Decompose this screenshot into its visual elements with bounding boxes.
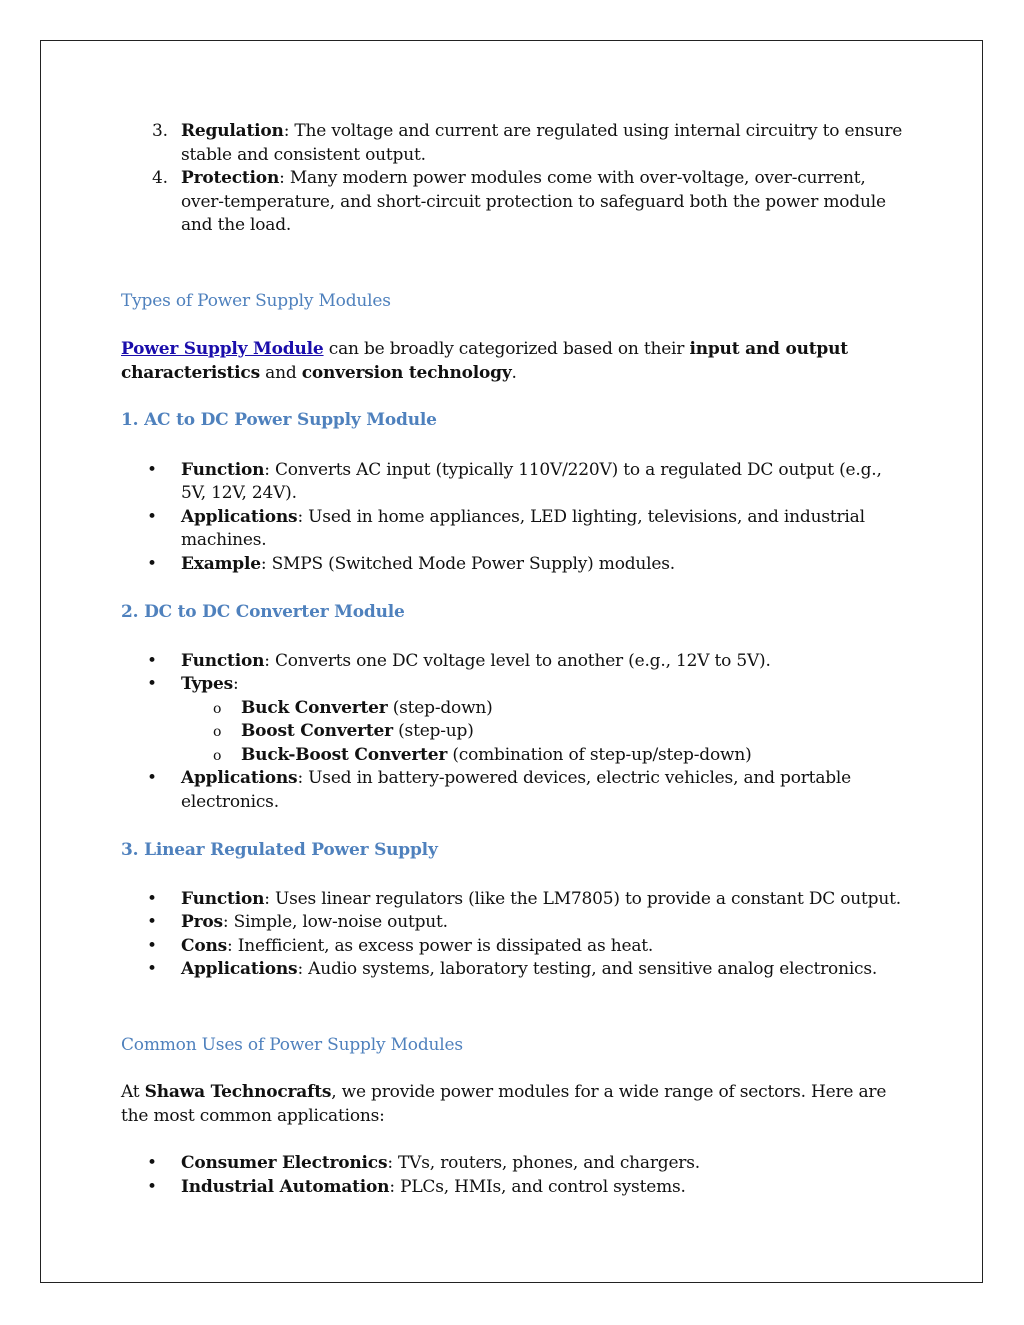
list-item (121, 958, 911, 982)
item-number: 3. (152, 121, 168, 141)
item-term: Applications (181, 959, 298, 979)
intro-text: can be broadly categorized based on their (323, 339, 690, 359)
item-term: Buck Converter (241, 697, 388, 718)
item-text: : SMPS (Switched Mode Power Supply) modules. (260, 553, 676, 574)
document-content (121, 120, 911, 1199)
uses-list (121, 1152, 911, 1199)
numbered-list (121, 120, 911, 238)
item-term: Function (181, 888, 265, 909)
item-text: : Simple, low-noise output. (222, 912, 448, 932)
item-text: (step-up) (392, 721, 474, 741)
item-text: : Converts AC input (typically 110V/220V) to a regulated DC output (e.g., 5V, 12V, 24V). (181, 459, 882, 503)
list-item (121, 120, 911, 167)
section-2-list-continued (121, 767, 911, 814)
circle-bullet-icon: o (213, 700, 222, 717)
item-text: : The voltage and current are regulated using internal circuitry to ensure stable and consistent output. (181, 121, 903, 165)
item-text: : Inefficient, as excess power is dissipated as heat. (227, 935, 654, 956)
section-3-list (121, 888, 911, 982)
bullet-icon: • (147, 888, 157, 909)
types-heading: Types of Power Supply Modules (121, 290, 391, 311)
uses-intro-paragraph (121, 1081, 911, 1128)
bullet-icon: • (147, 459, 157, 480)
item-term: Regulation (181, 121, 284, 141)
bullet-icon: • (147, 553, 157, 574)
item-term: Applications (181, 768, 298, 788)
item-term: Applications (181, 506, 298, 527)
list-item (121, 1176, 911, 1200)
item-term: Example (181, 553, 261, 574)
list-item (121, 935, 911, 959)
item-term: Function (181, 459, 265, 480)
item-term: Function (181, 650, 265, 671)
intro-paragraph (121, 338, 911, 385)
item-term: Protection (181, 168, 280, 188)
item-text: : Converts one DC voltage level to another (e.g., 12V to 5V). (264, 650, 771, 671)
list-item (121, 911, 911, 935)
item-term: Types (181, 674, 233, 694)
list-item (121, 650, 911, 674)
converter-types-list (121, 697, 911, 768)
list-item (121, 459, 911, 506)
list-item (121, 767, 911, 814)
section-2-list (121, 650, 911, 697)
bullet-icon: • (147, 912, 157, 932)
list-item (121, 673, 911, 697)
section-2-heading: 2. DC to DC Converter Module (121, 602, 405, 622)
intro-bold: conversion technology (301, 362, 512, 383)
item-text: : Used in battery-powered devices, electric vehicles, and portable electronics. (181, 768, 852, 812)
bullet-icon: • (147, 1153, 157, 1173)
sub-list-item (121, 744, 911, 768)
company-name: Shawa Technocrafts (144, 1082, 332, 1102)
list-item (121, 506, 911, 553)
bullet-icon: • (147, 768, 157, 788)
section-1-heading: 1. AC to DC Power Supply Module (121, 410, 437, 430)
list-item (121, 888, 911, 912)
bullet-icon: • (147, 959, 157, 979)
item-term: Boost Converter (241, 721, 393, 741)
uses-heading: Common Uses of Power Supply Modules (121, 1034, 463, 1055)
bullet-icon: • (147, 674, 157, 694)
item-text: (step-down) (387, 697, 493, 718)
item-term: Industrial Automation (181, 1176, 390, 1197)
intro-bold: input and output characteristics (121, 339, 848, 383)
bullet-icon: • (147, 650, 157, 671)
bullet-icon: • (147, 506, 157, 527)
item-term: Cons (181, 935, 227, 956)
item-text: : Uses linear regulators (like the LM7805) to provide a constant DC output. (264, 888, 901, 909)
intro-text: and (259, 362, 302, 383)
item-text: : Audio systems, laboratory testing, and sensitive analog electronics. (297, 959, 878, 979)
item-text: : TVs, routers, phones, and chargers. (387, 1153, 700, 1173)
item-text: : PLCs, HMIs, and control systems. (389, 1176, 686, 1197)
item-term: Buck-Boost Converter (241, 744, 448, 765)
bullet-icon: • (147, 1176, 157, 1197)
sub-list-item (121, 697, 911, 721)
item-term: Pros (181, 912, 223, 932)
uses-intro-text: At (121, 1082, 145, 1102)
list-item (121, 553, 911, 577)
sub-list-item (121, 720, 911, 744)
item-text: : (232, 674, 239, 694)
item-term: Consumer Electronics (181, 1153, 388, 1173)
item-text: (combination of step-up/step-down) (447, 744, 752, 765)
list-item (121, 1152, 911, 1176)
power-supply-module-link[interactable]: Power Supply Module (121, 339, 324, 359)
intro-text: . (511, 362, 517, 383)
bullet-icon: • (147, 935, 157, 956)
circle-bullet-icon: o (213, 747, 222, 764)
item-text: : Used in home appliances, LED lighting, televisions, and industrial machines. (181, 506, 865, 550)
list-item (121, 167, 911, 238)
section-1-list (121, 459, 911, 577)
uses-intro-text: , we provide power modules for a wide range of sectors. Here are the most common applications: (121, 1082, 887, 1126)
section-3-heading: 3. Linear Regulated Power Supply (121, 840, 438, 860)
item-text: : Many modern power modules come with over-voltage, over-current, over-temperature, and short-circuit protection to safeguard both the power module and the load. (181, 168, 886, 235)
item-number: 4. (152, 168, 168, 188)
circle-bullet-icon: o (213, 724, 222, 740)
